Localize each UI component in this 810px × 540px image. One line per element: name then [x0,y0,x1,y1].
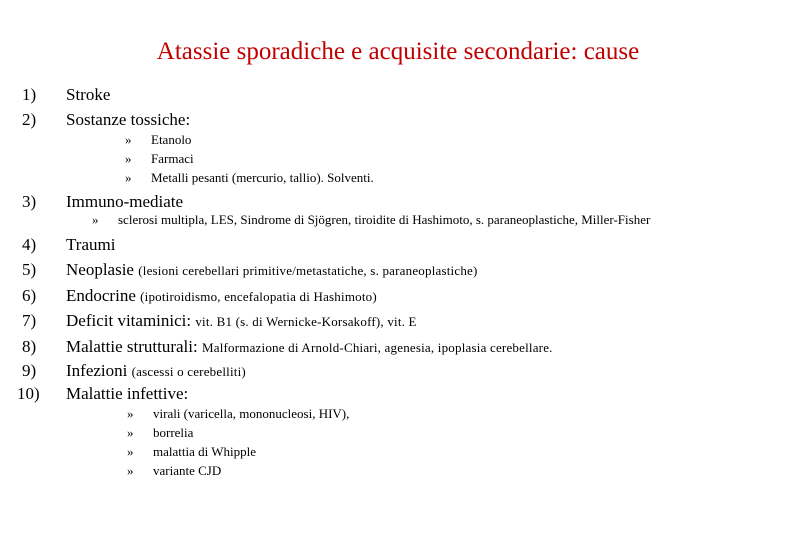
item-number-9: 9) [22,361,37,380]
item-number-4: 4) [22,235,37,254]
subitem-virali [127,406,349,422]
subitem-farmaci [125,151,194,167]
item-label: Deficit vitaminici: [66,311,192,330]
item-malattie-strutturali [66,337,553,357]
item-detail: (ascessi o cerebelliti) [131,364,246,379]
subitem-text: variante CJD [153,463,222,478]
item-malattie-infettive [66,384,188,404]
item-endocrine [66,286,377,306]
item-number-1: 1) [22,85,37,104]
item-immuno-mediate [66,192,183,212]
item-label: Neoplasie [66,260,134,279]
item-number-8: 8) [22,337,37,356]
item-label: Immuno-mediate [66,192,184,211]
item-label: Stroke [66,85,111,104]
item-label: Malattie infettive: [66,384,189,403]
bullet-mark: » [127,425,134,440]
item-number-6: 6) [22,286,37,305]
bullet-mark: » [127,406,134,421]
item-number-2: 2) [22,110,37,129]
item-stroke [66,85,110,105]
item-detail: vit. B1 (s. di Wernicke-Korsakoff), vit. E [195,314,417,329]
subitem-text: borrelia [153,425,194,440]
subitem-text: virali (varicella, mononucleosi, HIV), [153,406,350,421]
bullet-mark: » [127,463,134,478]
subitem-text: Etanolo [151,132,192,147]
item-detail: (lesioni cerebellari primitive/metastatiche, s. paraneoplastiche) [138,263,478,278]
item-label: Traumi [66,235,116,254]
item-deficit-vitaminici [66,311,417,331]
item-number-10: 10) [17,384,40,403]
item-number-7: 7) [22,311,37,330]
subitem-borrelia [127,425,193,441]
item-detail: Malformazione di Arnold-Chiari, agenesia, ipoplasia cerebellare. [201,340,553,355]
item-number-3: 3) [22,192,37,211]
item-number-5: 5) [22,260,37,279]
item-label: Malattie strutturali: [66,337,198,356]
item-label: Sostanze tossiche: [66,110,191,129]
item-infezioni [66,361,246,381]
slide-title: Atassie sporadiche e acquisite secondarie: cause [156,38,640,65]
item-traumi [66,235,115,255]
item-label: Infezioni [66,361,128,380]
bullet-mark: » [92,212,99,227]
subitem-immuno-list [92,212,650,228]
bullet-mark: » [125,151,132,166]
subitem-text: sclerosi multipla, LES, Sindrome di Sjögren, tiroidite di Hashimoto, s. paraneoplastiche, Miller-Fisher [118,212,651,227]
item-label: Endocrine [66,286,136,305]
subitem-etanolo [125,132,191,148]
item-neoplasie [66,260,478,280]
bullet-mark: » [125,170,132,185]
subitem-text: Metalli pesanti (mercurio, tallio). Solventi. [151,170,374,185]
subitem-text: malattia di Whipple [153,444,257,459]
subitem-cjd [127,463,221,479]
bullet-mark: » [127,444,134,459]
subitem-whipple [127,444,256,460]
item-detail: (ipotiroidismo, encefalopatia di Hashimoto) [140,289,377,304]
item-sostanze-tossiche [66,110,190,130]
subitem-metalli-pesanti [125,170,374,186]
subitem-text: Farmaci [151,151,194,166]
bullet-mark: » [125,132,132,147]
